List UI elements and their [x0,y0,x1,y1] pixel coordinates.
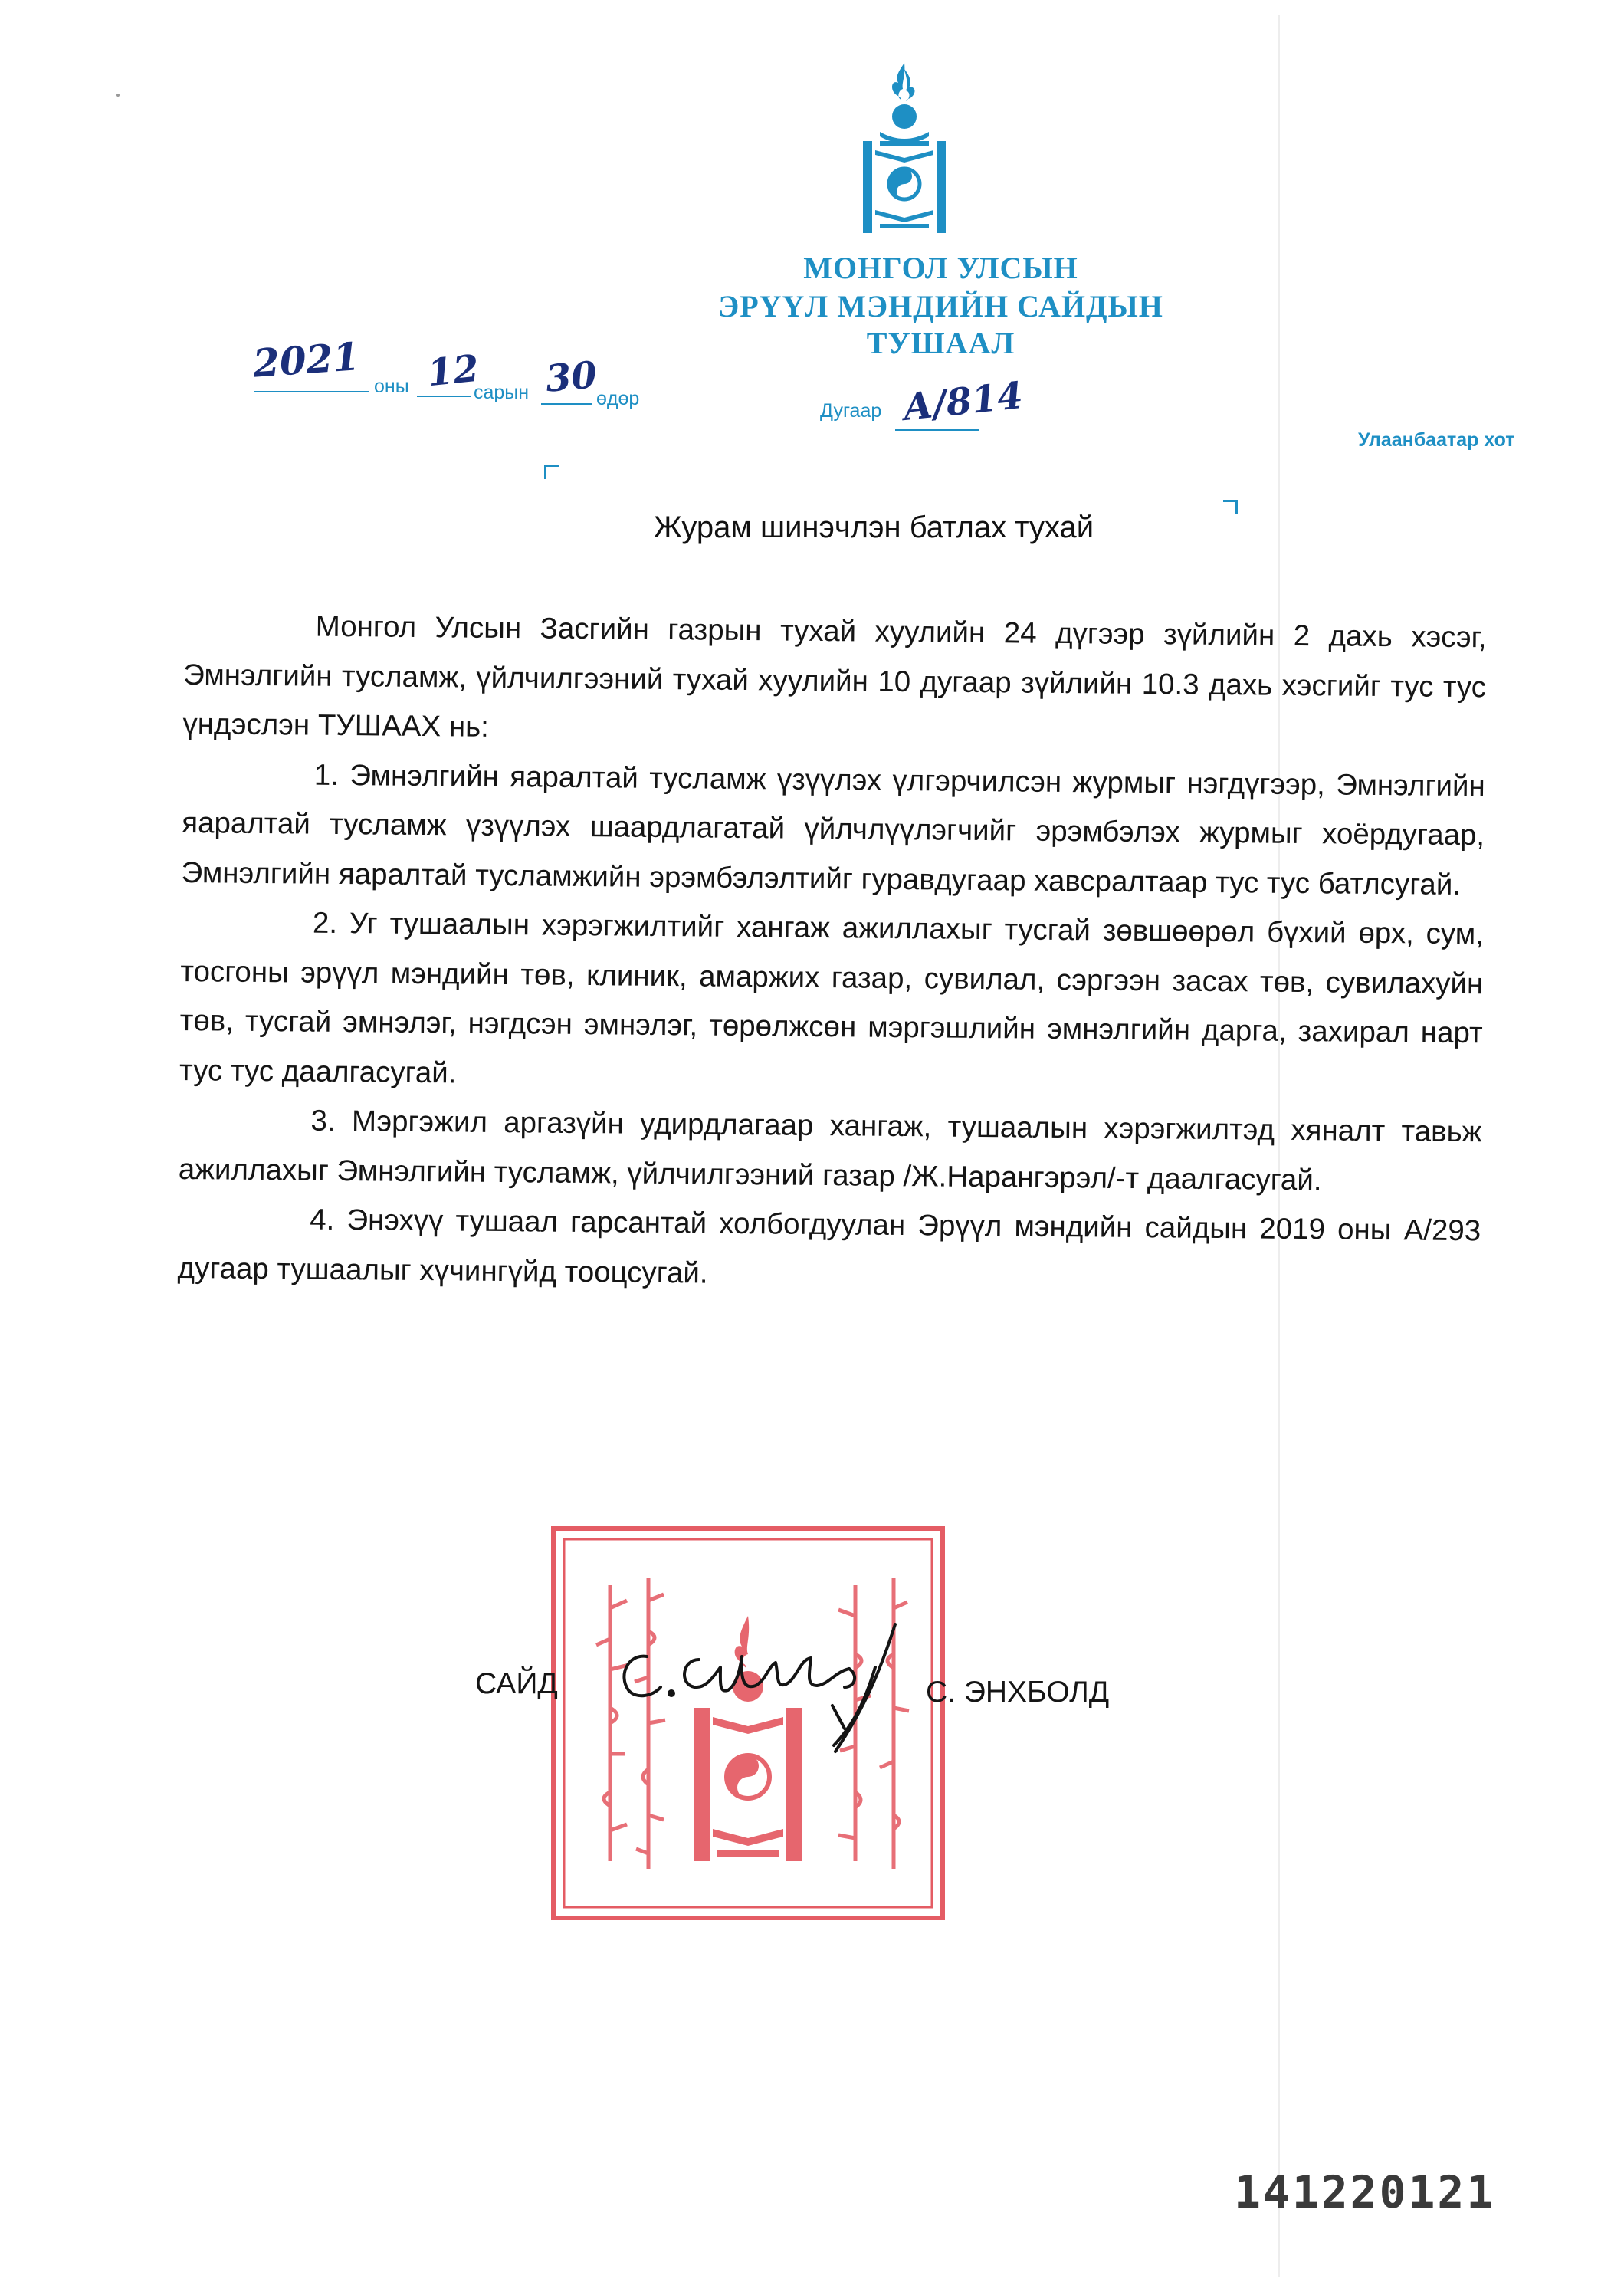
date-day-suffix: өдөр [596,388,640,409]
number-value: А/814 [901,373,1025,430]
number-label: Дугаар [820,400,882,422]
header-line-2: ЭРҮҮЛ МЭНДИЙН САЙДЫН [718,289,1163,323]
document-body [177,601,1487,1305]
city-name: Улаанбаатар хот [1358,429,1515,451]
date-day: 30 [543,353,599,401]
document-serial-number: 141220121 [1234,2166,1496,2218]
handwritten-signature [605,1614,927,1767]
date-day-underline [541,403,592,405]
date-year: 2021 [251,333,362,386]
header-line-1: МОНГОЛ УЛСЫН [803,251,1078,285]
date-year-suffix: оны [374,376,409,397]
document-title: Журам шинэчлэн батлах тухай [653,511,1094,544]
title-bracket-left [544,465,559,479]
paragraph-item-1: 1. Эмнэлгийн яаралтай тусламж үзүүлэх үлгэрчилсэн журмыг нэгдүгээр, Эмнэлгийн яаралтай тусламж үзүүлэх шаардлагатай үйлчлүүлэгчийг эрэмбэлэх журмыг хоёрдугаар, Эмнэлгийн яаралтай тусламжийн эрэмбэлэлтийг гуравдугаар хавсралтаар тус тус батлсугай. [181,758,1485,901]
paragraph-preamble: Монгол Улсын Засгийн газрын тухай хуулийн 24 дүгээр зүйлийн 2 дахь хэсэг, Эмнэлгийн тусламж, үйлчилгээний тухай хуулийн 10 дугаар зүйлийн 10.3 дахь хэсгийг тус тус үндэслэн ТУШААХ нь: [182,609,1487,744]
date-year-underline [254,391,369,392]
number-underline [895,429,979,431]
soyombo-emblem-icon [858,60,950,238]
paragraph-item-3: 3. Мэргэжил аргазүйн удирдлагаар хангаж, тушаалын хэрэгжилтэд хяналт тавьж ажиллахыг Эмнэлгийн тусламж, үйлчилгээний газар /Ж.Нарангэрэл/-т даалгасугай. [178,1104,1482,1197]
header-line-3: ТУШААЛ [866,326,1015,360]
scan-speck [116,94,120,97]
signatory-position: САЙД [475,1667,558,1700]
paragraph-item-2: 2. Уг тушаалын хэрэгжилтийг хангаж ажиллахыг тусгай зөвшөөрөл бүхий өрх, сум, тосгоны эрүүл мэндийн төв, клиник, амаржих газар, сувилал, сэргээн засах төв, сувилахуйн төв, тусгай эмнэлэг, нэгдсэн эмнэлэг, төрөлжсөн мэргэшлийн эмнэлгийн дарга, захирал нарт тус тус даалгасугай. [179,906,1485,1089]
date-month-suffix: сарын [474,382,530,403]
signatory-name: С. ЭНХБОЛД [926,1676,1110,1709]
date-month-underline [417,396,471,397]
paragraph-item-4: 4. Энэхүү тушаал гарсантай холбогдуулан Эрүүл мэндийн сайдын 2019 оны А/293 дугаар тушаалыг хүчингүйд тооцсугай. [177,1203,1481,1290]
date-month: 12 [425,346,481,396]
